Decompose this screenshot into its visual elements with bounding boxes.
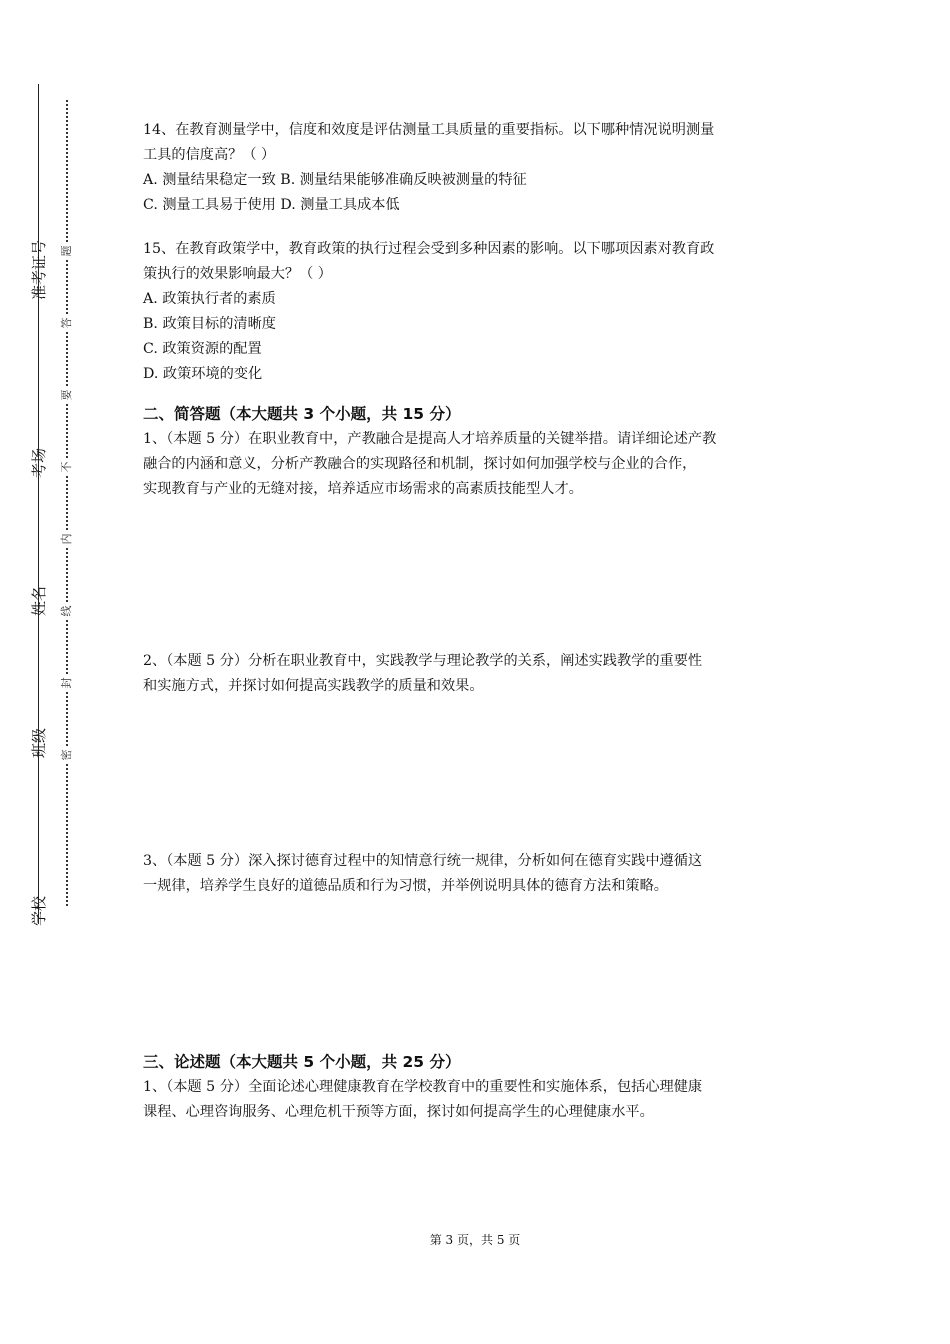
question-stem: 1、（本题 5 分）全面论述心理健康教育在学校教育中的重要性和实施体系，包括心理健康 — [143, 1079, 703, 1095]
option-a: A. 政策执行者的素质 — [143, 291, 276, 307]
question-stem: 工具的信度高？（ ） — [143, 147, 276, 163]
question-stem: 和实施方式，并探讨如何提高实践教学的质量和效果。 — [143, 678, 484, 694]
option-c: C. 政策资源的配置 — [143, 341, 262, 357]
seal-char: 线 — [58, 602, 76, 620]
short-answer-question-3 — [143, 849, 815, 899]
question-14 — [143, 118, 815, 218]
option-b: B. 政策目标的清晰度 — [143, 316, 276, 332]
question-stem: 14、在教育测量学中，信度和效度是评估测量工具质量的重要指标。以下哪种情况说明测量 — [143, 122, 715, 138]
question-stem: 1、（本题 5 分）在职业教育中，产教融合是提高人才培养质量的关键举措。请详细论述产教 — [143, 431, 717, 447]
seal-char: 封 — [58, 674, 76, 692]
school-label: 学校 — [30, 895, 48, 926]
seal-char: 密 — [58, 746, 76, 764]
page-number: 第 3 页，共 5 页 — [429, 1233, 521, 1247]
name-label: 姓名 — [30, 585, 48, 616]
question-stem: 15、在教育政策学中，教育政策的执行过程会受到多种因素的影响。以下哪项因素对教育政 — [143, 241, 715, 257]
exam-number-field — [24, 239, 54, 300]
seal-char: 答 — [58, 314, 76, 332]
answer-space[interactable] — [143, 899, 815, 1049]
question-options: C. 测量工具易于使用 D. 测量工具成本低 — [143, 197, 400, 213]
exam-room-field — [24, 448, 54, 478]
exam-number-label: 准考证号 — [30, 239, 48, 300]
class-label: 班级 — [30, 727, 48, 758]
school-field — [24, 896, 54, 926]
name-field — [24, 586, 54, 616]
question-stem: 3、（本题 5 分）深入探讨德育过程中的知情意行统一规律，分析如何在德育实践中遵循这 — [143, 853, 703, 869]
seal-char: 要 — [58, 386, 76, 404]
seal-char: 内 — [58, 530, 76, 548]
binding-margin — [0, 0, 110, 1344]
seal-char: 不 — [58, 458, 76, 476]
seal-char: 题 — [58, 242, 76, 260]
option-d: D. 政策环境的变化 — [143, 366, 263, 382]
binding-solid-line — [38, 84, 39, 924]
answer-space[interactable] — [143, 502, 815, 649]
essay-question-1 — [143, 1075, 815, 1125]
question-15 — [143, 237, 815, 387]
class-field — [24, 728, 54, 758]
short-answer-question-2 — [143, 649, 815, 699]
question-stem: 2、（本题 5 分）分析在职业教育中，实践教学与理论教学的关系，阐述实践教学的重要性 — [143, 653, 703, 669]
question-stem: 一规律，培养学生良好的道德品质和行为习惯，并举例说明具体的德育方法和策略。 — [143, 878, 668, 894]
question-stem: 策执行的效果影响最大？（ ） — [143, 266, 332, 282]
answer-space[interactable] — [143, 699, 815, 849]
section-3-title: 三、论述题（本大题共 5 个小题，共 25 分） — [143, 1053, 461, 1071]
question-stem: 实现教育与产业的无缝对接，培养适应市场需求的高素质技能型人才。 — [143, 481, 583, 497]
question-stem: 课程、心理咨询服务、心理危机干预等方面，探讨如何提高学生的心理健康水平。 — [143, 1104, 654, 1120]
exam-room-label: 考场 — [30, 447, 48, 478]
seal-dotted-line — [66, 100, 68, 906]
short-answer-question-1 — [143, 427, 815, 502]
question-stem: 融合的内涵和意义，分析产教融合的实现路径和机制，探讨如何加强学校与企业的合作， — [143, 456, 697, 472]
question-options: A. 测量结果稳定一致 B. 测量结果能够准确反映被测量的特征 — [143, 172, 527, 188]
exam-content — [143, 118, 815, 1125]
section-2-title: 二、简答题（本大题共 3 个小题，共 15 分） — [143, 405, 461, 423]
